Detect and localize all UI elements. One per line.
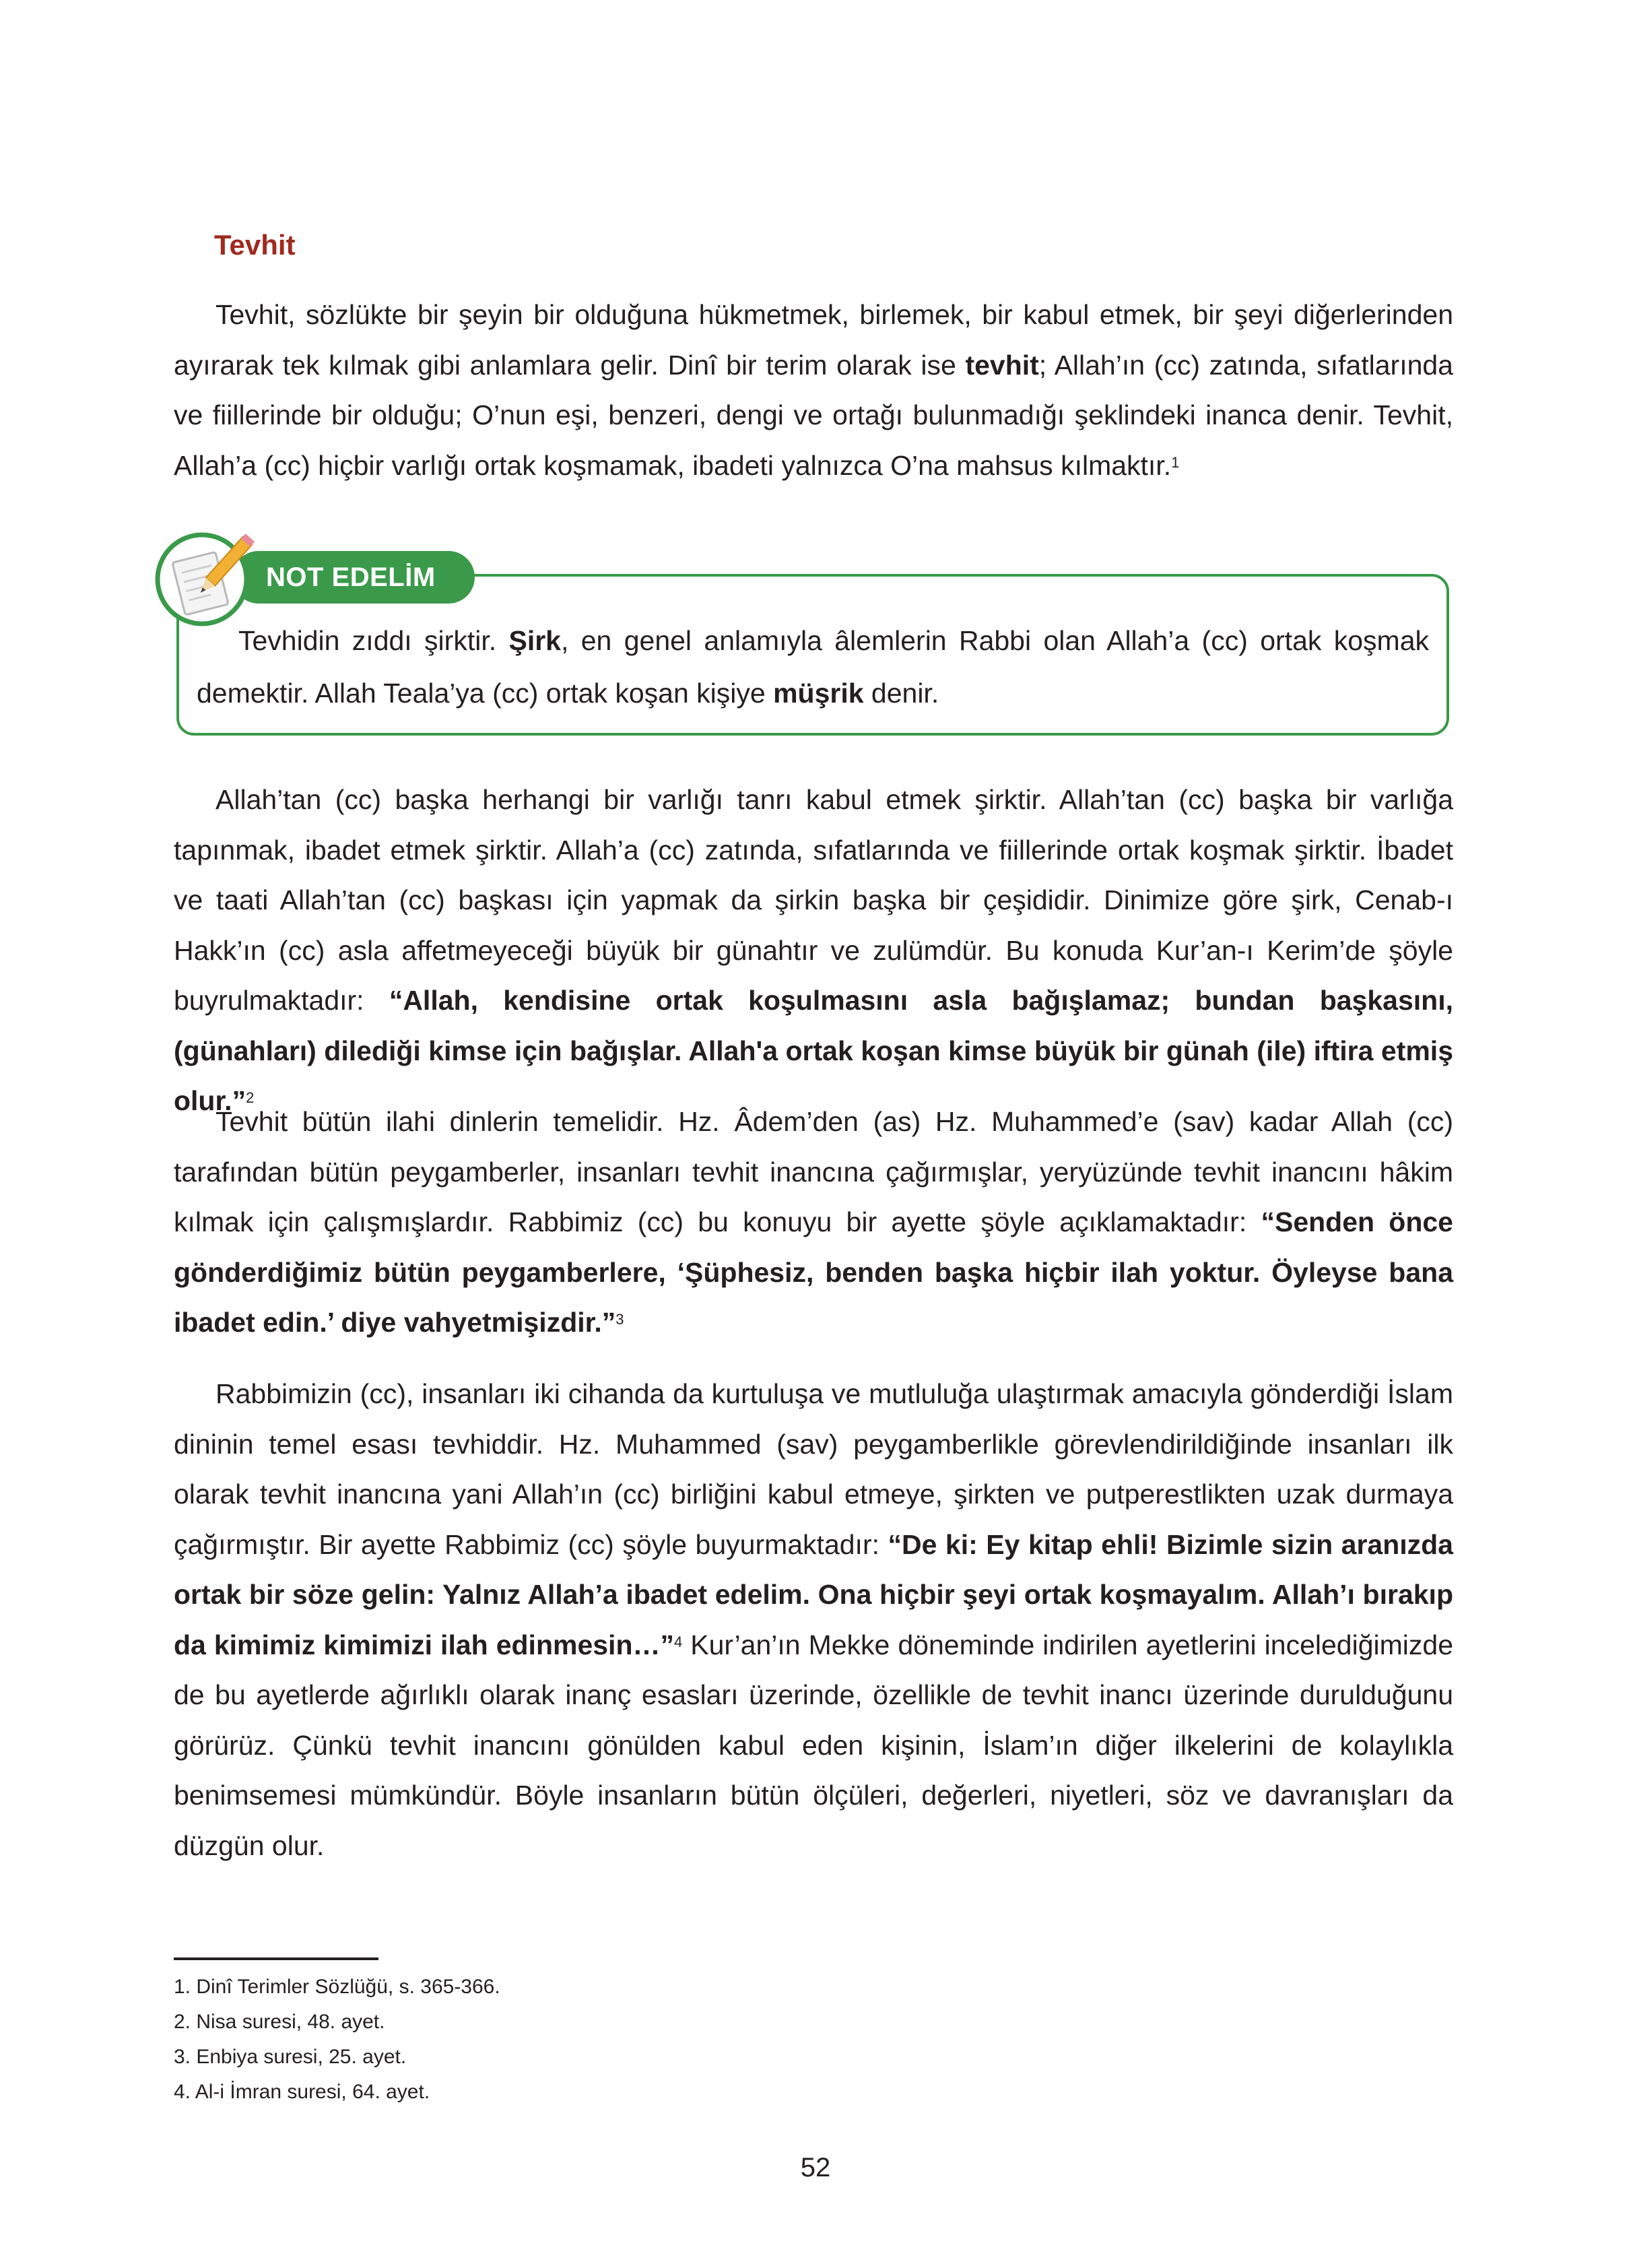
term-tevhit: tevhit	[965, 349, 1039, 381]
footnote-ref-3[interactable]: 3	[615, 1311, 624, 1328]
section-heading: Tevhit	[214, 229, 296, 261]
footnote-divider	[174, 1957, 378, 1960]
paragraph-2	[174, 775, 1453, 1126]
paragraph-4-text-c: Kur’an’ın Mekke döneminde indirilen ayetlerini incelediğimizde de bu ayetlerde ağırlıklı olarak inanç esasları üzerinde, özellikle de tevhit inancı üzerinde durulduğunu görürüz. Çünkü tevhit inancını gönülden kabul eden kişinin, İslam’ın diğer ilkelerini de kolaylıkla benimsemesi mümkündür. Böyle insanların bütün ölçüleri, değerleri, niyetleri, söz ve davranışları da düzgün olur.	[174, 1629, 1453, 1861]
footnote-ref-1[interactable]: 1	[1171, 453, 1180, 471]
quote-al-i-imran: “De ki: Ey kitap ehli! Bizimle sizin aranızda ortak bir söze gelin: Yalnız Allah’a ibadet edelim. Ona hiçbir şeyi ortak koşmayalım. Allah’ı bırakıp da kimimiz kimimizi ilah edinmesin…”	[174, 1528, 1453, 1660]
paragraph-1	[174, 290, 1453, 490]
term-sirk: Şirk	[508, 625, 561, 656]
note-tab-label: NOT EDELİM	[232, 551, 475, 604]
paragraph-4	[174, 1369, 1453, 1871]
page-number: 52	[800, 2153, 831, 2182]
note-text-e: denir.	[863, 678, 939, 709]
pencil-paper-icon	[154, 524, 261, 632]
footnote-1: 1. Dinî Terimler Sözlüğü, s. 365-366.	[174, 1976, 500, 1998]
paragraph-1-text-a: Tevhit, sözlükte bir şeyin bir olduğuna hükmetmek, birlemek, bir kabul etmek, bir şeyi diğerlerinden ayırarak tek kılmak gibi anlamlara gelir. Dinî bir terim olarak ise	[174, 299, 1453, 381]
note-text-a: Tevhidin zıddı şirktir.	[238, 625, 509, 656]
footnote-ref-2[interactable]: 2	[246, 1089, 255, 1106]
footnote-3: 3. Enbiya suresi, 25. ayet.	[174, 2046, 407, 2068]
footnote-ref-4[interactable]: 4	[673, 1633, 683, 1650]
paragraph-3	[174, 1097, 1453, 1348]
paragraph-4-text-a: Rabbimizin (cc), insanları iki cihanda da kurtuluşa ve mutluluğa ulaştırmak amacıyla gönderdiği İslam dininin temel esası tevhiddir. Hz. Muhammed (sav) peygamberlikle görevlendirildiğinde insanları ilk olarak tevhit inancına yani Allah’ın (cc) birliğini kabul etmeye, şirkten ve putperestlikten uzak durmaya çağırmıştır. Bir ayette Rabbimiz (cc) şöyle buyurmaktadır:	[174, 1378, 1453, 1560]
paragraph-1-text-c: ; Allah’ın (cc) zatında, sıfatlarında ve fiillerinde bir olduğu; O’nun eşi, benzeri, dengi ve ortağı bulunmadığı şeklindeki inanca denir. Tevhit, Allah’a (cc) hiçbir varlığı ortak koşmamak, ibadeti yalnızca O’na mahsus kılmaktır.	[174, 349, 1453, 481]
footnotes	[174, 1970, 500, 2110]
note-text	[197, 614, 1429, 719]
quote-nisa: “Allah, kendisine ortak koşulmasını asla bağışlamaz; bundan başkasını, (günahları) dilediği kimse için bağışlar. Allah'a ortak koşan kimse büyük bir günah (ile) iftira etmiş olur.”	[174, 985, 1453, 1116]
term-musrik: müşrik	[773, 678, 864, 709]
quote-enbiya: “Senden önce gönderdiğimiz bütün peygamberlere, ‘Şüphesiz, benden başka hiçbir ilah yoktur. Öyleyse bana ibadet edin.’ diye vahyetmişizdir.”	[174, 1206, 1453, 1338]
footnote-4: 4. Al-i İmran suresi, 64. ayet.	[174, 2081, 430, 2103]
paragraph-3-text-a: Tevhit bütün ilahi dinlerin temelidir. Hz. Âdem’den (as) Hz. Muhammed’e (sav) kadar Allah (cc) tarafından bütün peygamberler, insanları tevhit inancına çağırmışlar, yeryüzünde tevhit inancını hâkim kılmak için çalışmışlardır. Rabbimiz (cc) bu konuyu bir ayette şöyle açıklamaktadır:	[174, 1106, 1453, 1237]
note-text-c: , en genel anlamıyla âlemlerin Rabbi olan Allah’a (cc) ortak koşmak demektir. Allah Teala’ya (cc) ortak koşan kişiye	[197, 625, 1430, 709]
paragraph-2-text-a: Allah’tan (cc) başka herhangi bir varlığı tanrı kabul etmek şirktir. Allah’tan (cc) başka bir varlığa tapınmak, ibadet etmek şirktir. Allah’a (cc) zatında, sıfatlarında ve fiillerinde ortak koşmak şirktir. İbadet ve taati Allah’tan (cc) başkası için yapmak da şirkin başka bir çeşididir. Dinimize göre şirk, Cenab-ı Hakk’ın (cc) asla affetmeyeceği büyük bir günahtır ve zulümdür. Bu konuda Kur’an-ı Kerim’de şöyle buyrulmaktadır:	[174, 784, 1453, 1016]
footnote-2: 2. Nisa suresi, 48. ayet.	[174, 2011, 385, 2033]
